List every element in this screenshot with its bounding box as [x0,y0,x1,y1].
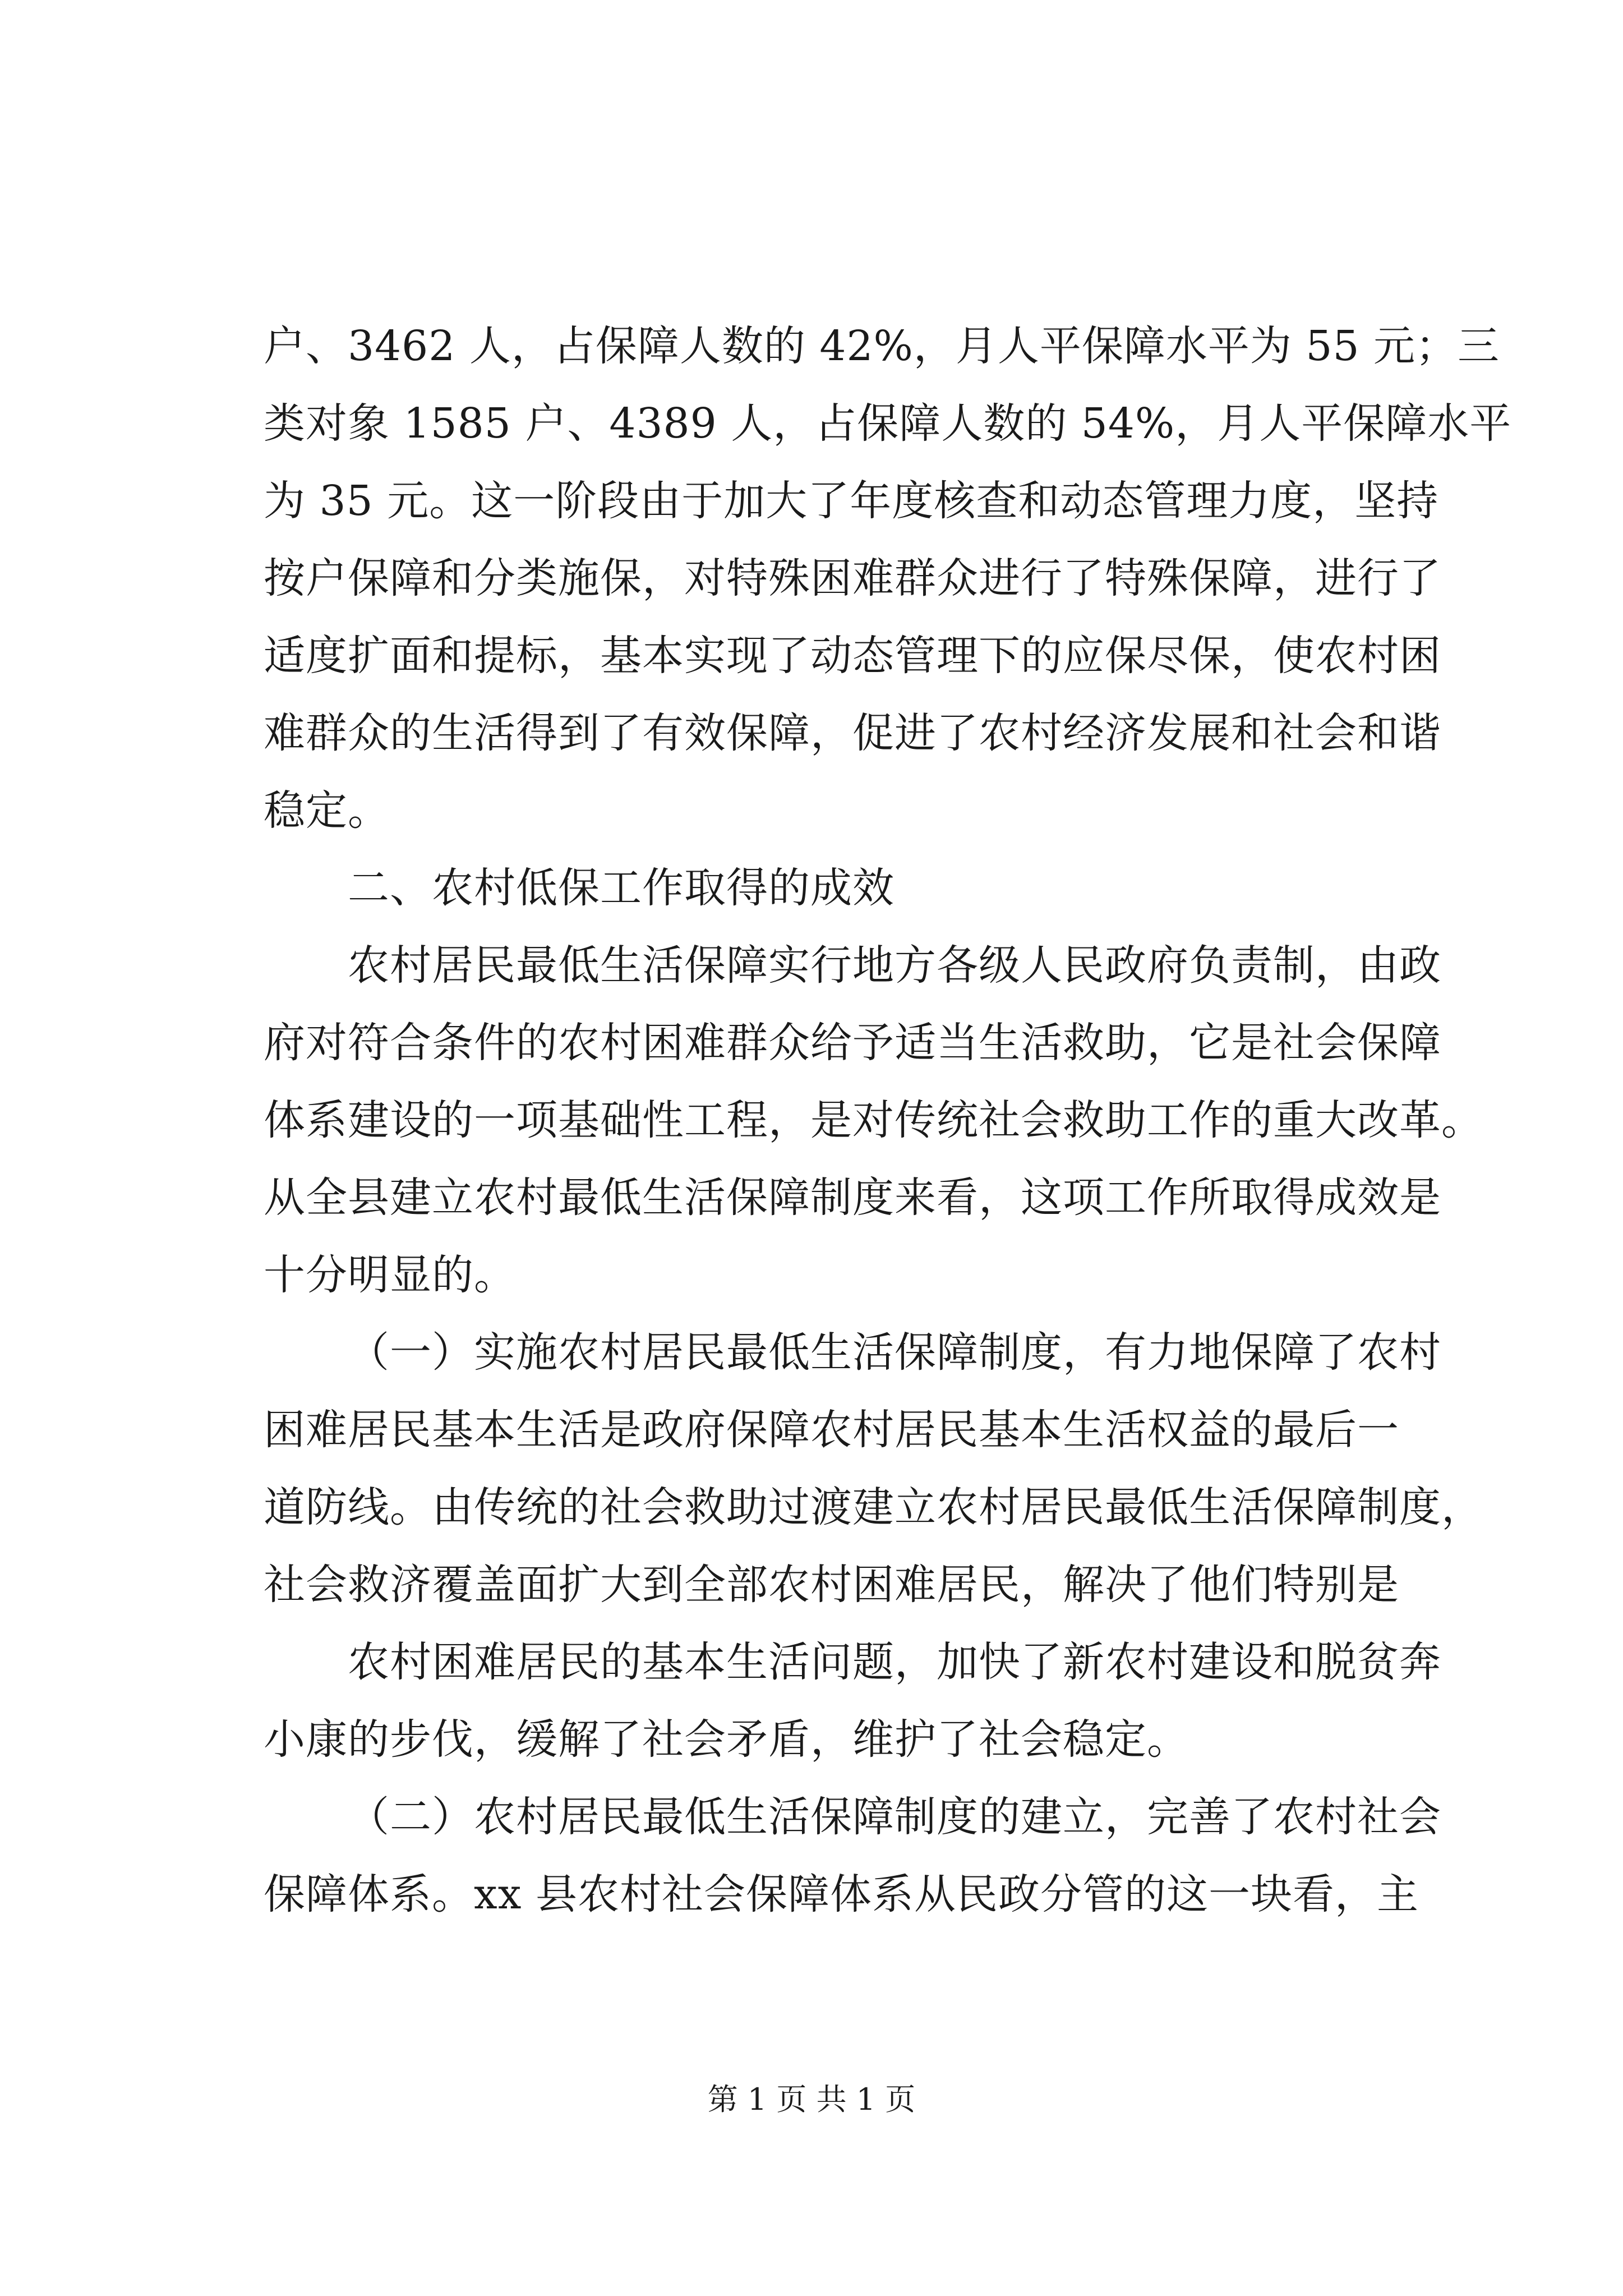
text-line: 体系建设的一项基础性工程，是对传统社会救助工作的重大改革。 [264,1096,1483,1144]
text-line: （二）农村居民最低生活保障制度的建立，完善了农村社会 [348,1793,1441,1841]
text-line: 二、农村低保工作取得的成效 [348,864,895,912]
text-line: （一）实施农村居民最低生活保障制度，有力地保障了农村 [348,1328,1441,1377]
text-line: 按户保障和分类施保，对特殊困难群众进行了特殊保障，进行了 [264,554,1441,602]
text-line: 稳定。 [264,786,390,835]
text-line: 适度扩面和提标，基本实现了动态管理下的应保尽保，使农村困 [264,632,1441,680]
text-line: 从全县建立农村最低生活保障制度来看，这项工作所取得成效是 [264,1174,1441,1222]
text-line: 十分明显的。 [264,1251,516,1299]
text-line: 社会救济覆盖面扩大到全部农村困难居民，解决了他们特别是 [264,1561,1399,1609]
text-line: 府对符合条件的农村困难群众给予适当生活救助，它是社会保障 [264,1019,1441,1067]
text-line: 小康的步伐，缓解了社会矛盾，维护了社会稳定。 [264,1715,1189,1764]
text-line: 保障体系。xx 县农村社会保障体系从民政分管的这一块看，主 [264,1870,1419,1918]
page-footer: 第 1 页 共 1 页 [707,2082,916,2117]
text-line: 难群众的生活得到了有效保障，促进了农村经济发展和社会和谐 [264,709,1441,757]
text-line: 困难居民基本生活是政府保障农村居民基本生活权益的最后一 [264,1406,1399,1454]
text-line: 户、3462 人，占保障人数的 42%，月人平保障水平为 55 元；三 [264,322,1500,370]
body-text [264,307,1512,1933]
text-line: 为 35 元。这一阶段由于加大了年度核查和动态管理力度，坚持 [264,477,1439,525]
text-line: 道防线。由传统的社会救助过渡建立农村居民最低生活保障制度， [264,1483,1483,1531]
text-line: 农村居民最低生活保障实行地方各级人民政府负责制，由政 [348,941,1441,990]
text-line: 农村困难居民的基本生活问题，加快了新农村建设和脱贫奔 [348,1638,1441,1686]
text-line: 类对象 1585 户、4389 人，占保障人数的 54%，月人平保障水平 [264,399,1512,448]
